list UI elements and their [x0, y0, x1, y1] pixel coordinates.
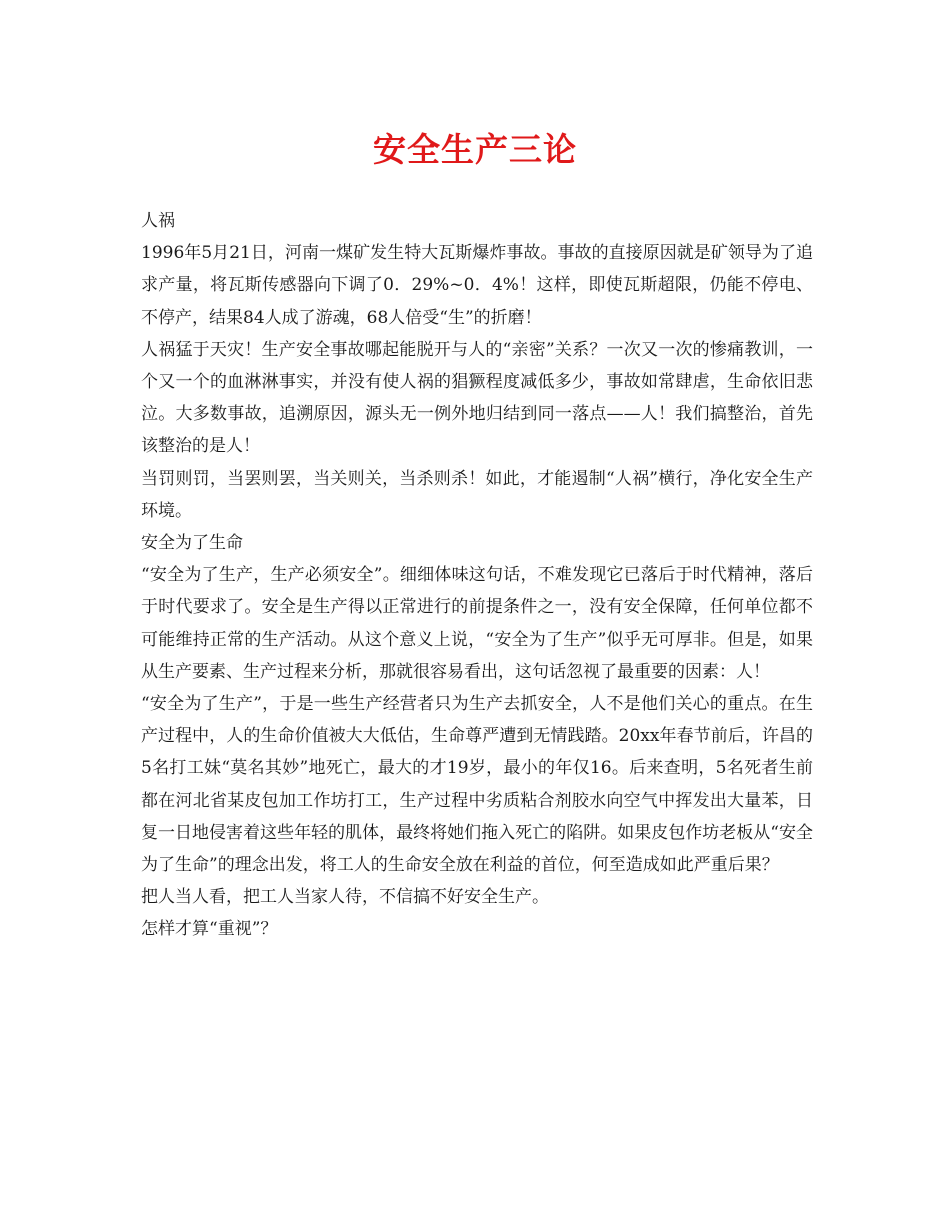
section-heading-what-counts-as-attention: 怎样才算“重视”？: [141, 919, 278, 940]
paragraph: “安全为了生产，生产必须安全”。细细体味这句话，不难发现它已落后于时代精神，落后于时代要求了。安全是生产得以正常进行的前提条件之一，没有安全保障，任何单位都不可能维持正常的生产活动。从这个意义上说，“安全为了生产”似乎无可厚非。但是，如果从生产要素、生产过程来分析，那就很容易看出，这句话忽视了最重要的因素：人！: [141, 565, 813, 682]
paragraph: “安全为了生产”，于是一些生产经营者只为生产去抓安全，人不是他们关心的重点。在生产过程中，人的生命价值被大大低估，生命尊严遭到无情践踏。20xx年春节前后，许昌的5名打工妹“莫名其妙”地死亡，最大的才19岁，最小的年仅16。后来查明，5名死者生前都在河北省某皮包加工作坊打工，生产过程中劣质粘合剂胶水向空气中挥发出大量苯，日复一日地侵害着这些年轻的肌体，最终将她们拖入死亡的陷阱。如果皮包作坊老板从“安全为了生命”的理念出发，将工人的生命安全放在利益的首位，何至造成如此严重后果？: [141, 694, 813, 876]
paragraph: 1996年5月21日，河南一煤矿发生特大瓦斯爆炸事故。事故的直接原因就是矿领导为了追求产量，将瓦斯传感器向下调了0．29%~0．4%！这样，即使瓦斯超限，仍能不停电、不停产，结果84人成了游魂，68人倍受“生”的折磨！: [141, 243, 813, 328]
paragraph: 把人当人看，把工人当家人待，不信搞不好安全生产。: [141, 887, 549, 908]
paragraph: 人祸猛于天灾！生产安全事故哪起能脱开与人的“亲密”关系？一次又一次的惨痛教训，一个又一个的血淋淋事实，并没有使人祸的猖獗程度减低多少，事故如常肆虐，生命依旧悲泣。大多数事故，追溯原因，源头无一例外地归结到同一落点——人！我们搞整治，首先该整治的是人！: [141, 339, 813, 457]
paragraph: 当罚则罚，当罢则罢，当关则关，当杀则杀！如此，才能遏制“人祸”横行，净化安全生产环境。: [141, 468, 813, 521]
document-body: [141, 205, 813, 946]
page-title: 安全生产三论: [373, 130, 577, 169]
section-heading-safety-for-life: 安全为了生命: [141, 533, 243, 554]
section-heading-renhuo: 人祸: [141, 211, 175, 231]
